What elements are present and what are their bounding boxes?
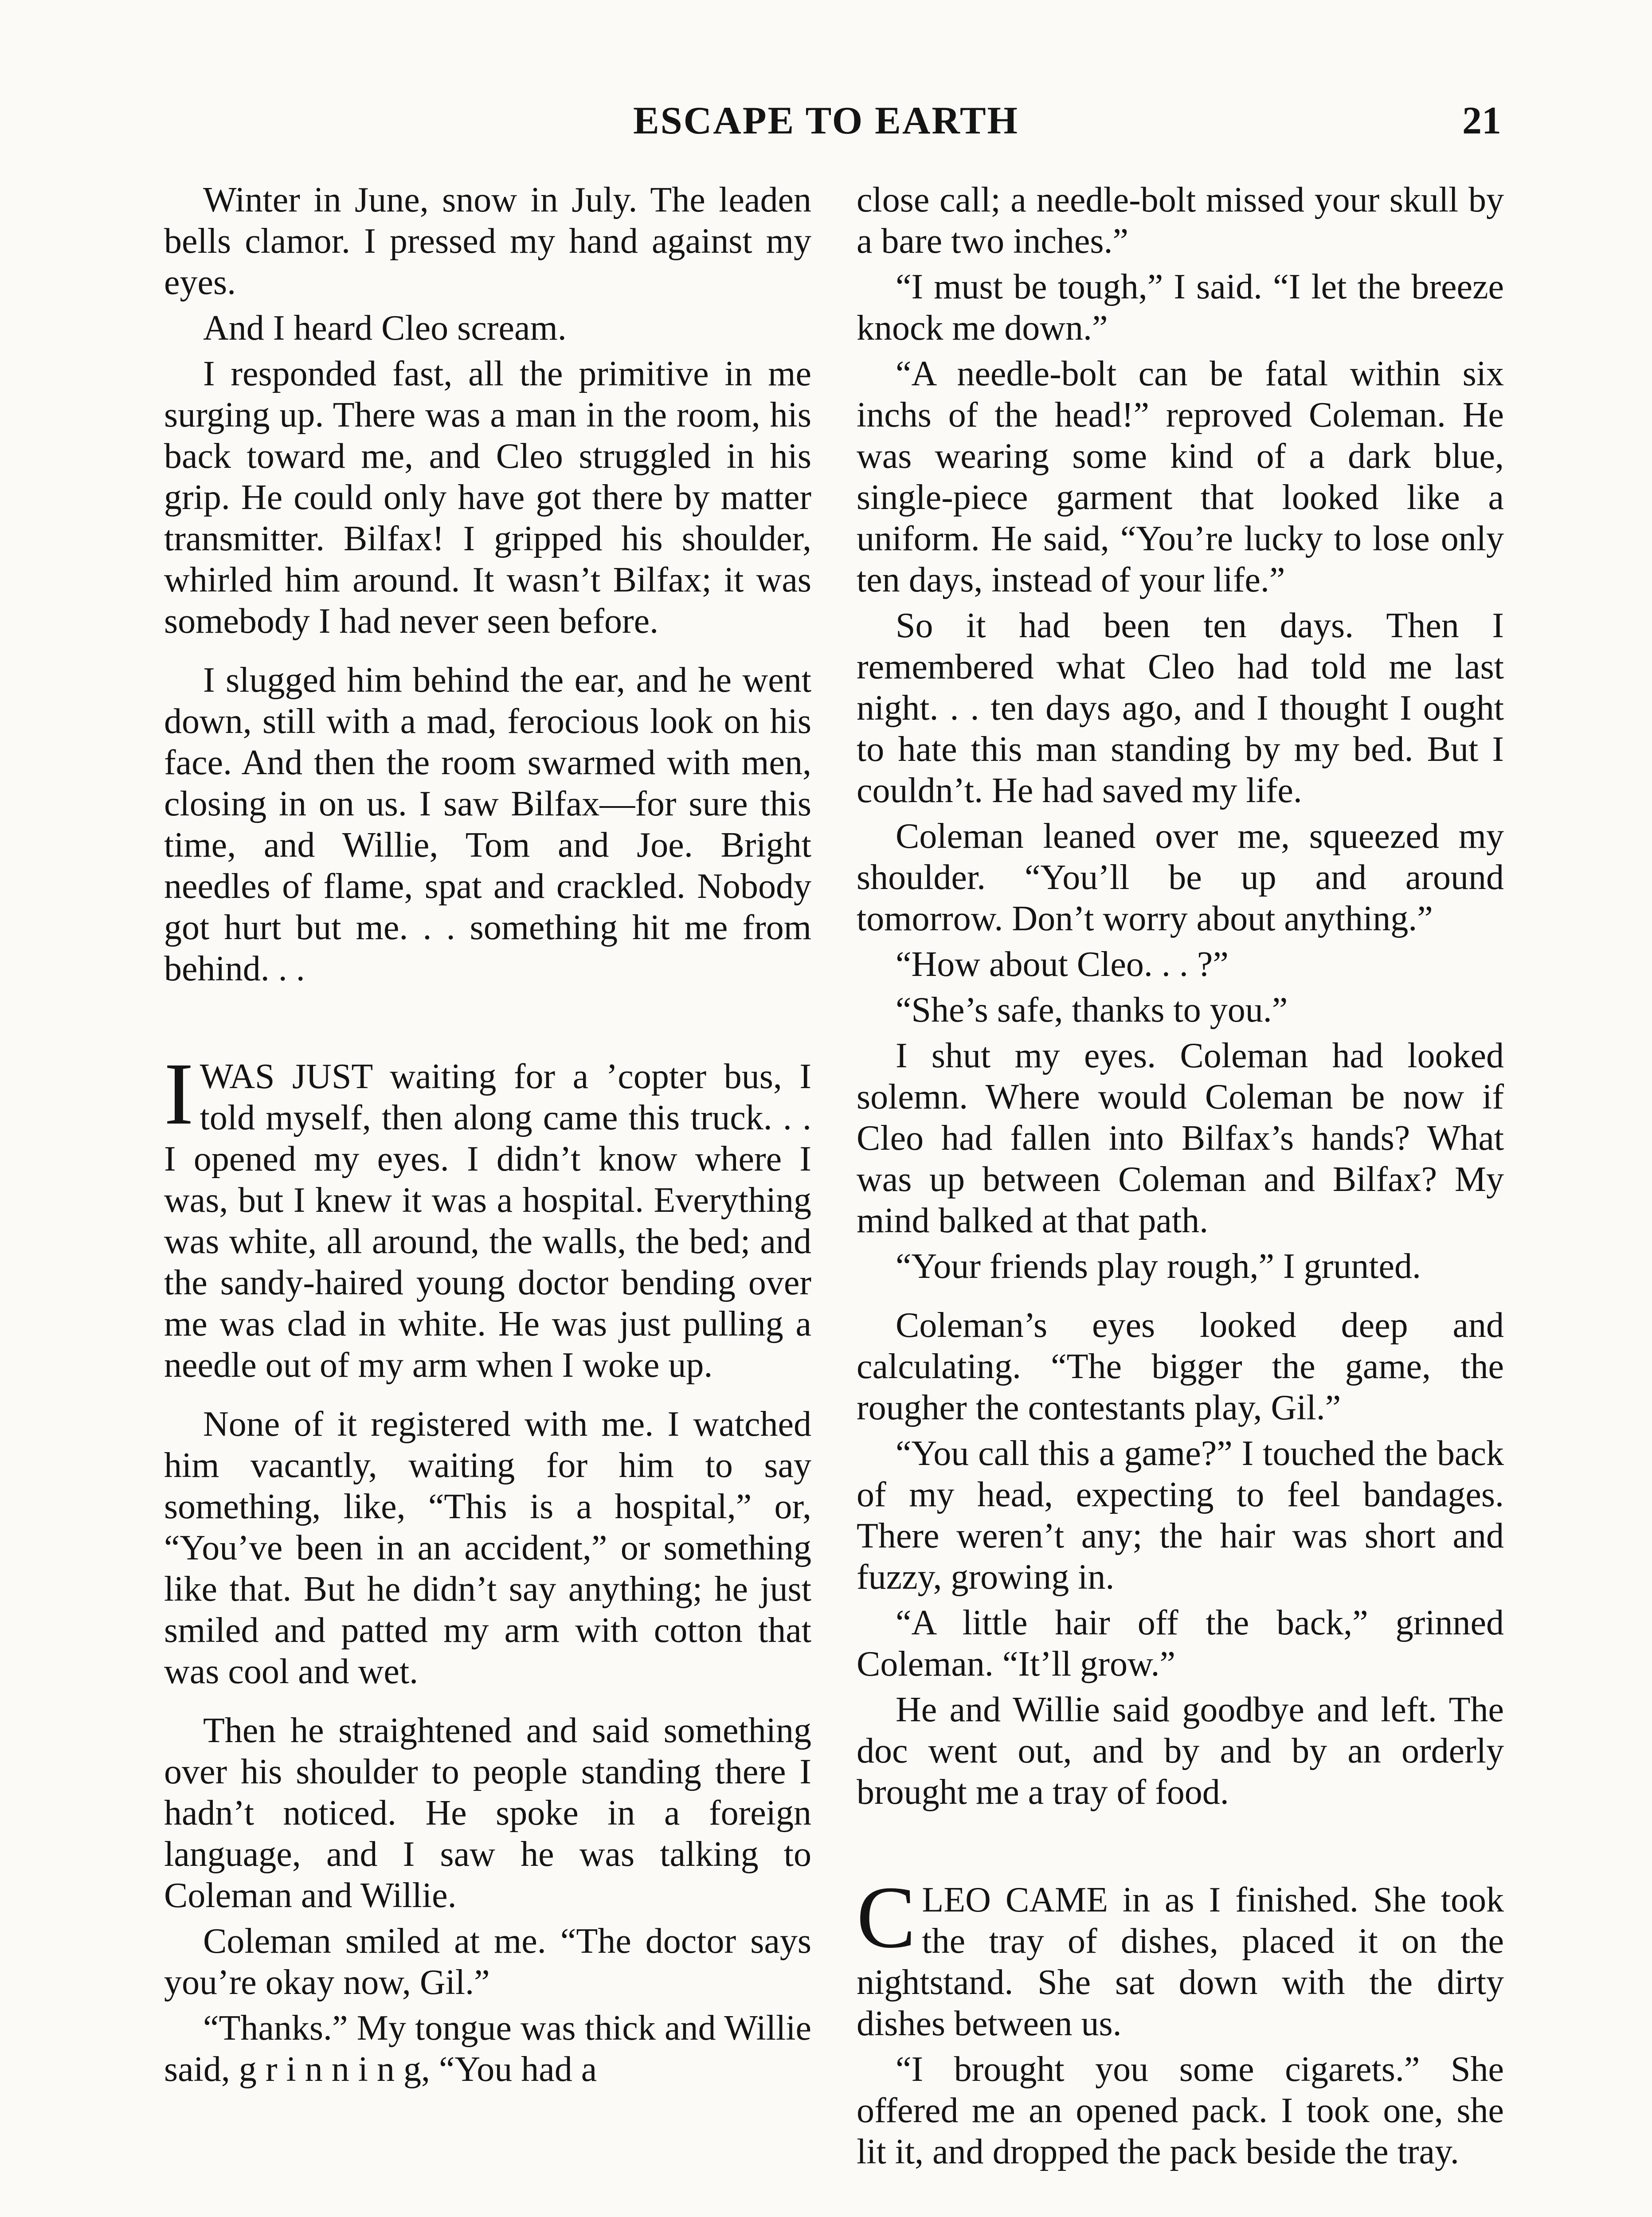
paragraph: “Your friends play rough,” I grunted. xyxy=(896,1247,1421,1286)
right-text-column xyxy=(857,180,1504,2173)
paragraph-with-drop-cap xyxy=(857,1868,1504,2045)
paragraph: “A needle-bolt can be fatal within six inchs of the head!” reproved Coleman. He was wearing some kind of a dark blue, single-piece garment that looked like a uniform. He said, “You’re lucky to lose only ten days, instead of your life.” xyxy=(857,354,1504,599)
paragraph-continued: close call; a needle-bolt missed your skull by a bare two inches.” xyxy=(857,180,1504,261)
paragraph: Coleman smiled at me. “The doctor says you’re okay now, Gil.” xyxy=(164,1922,811,2002)
paragraph: I responded fast, all the primitive in me surging up. There was a man in the room, his back toward me, and Cleo struggled in his grip. He could only have got there by matter transmitter. Bilfax! I gripped his shoulder, whirled him around. It wasn’t Bilfax; it was somebody I had never seen before. xyxy=(164,354,811,641)
drop-cap-letter: C xyxy=(857,1868,916,1966)
paragraph: “A little hair off the back,” grinned Coleman. “It’ll grow.” xyxy=(857,1603,1504,1684)
paragraph: “You call this a game?” I touched the back of my head, expecting to feel bandages. There weren’t any; the hair was short and fuzzy, growing in. xyxy=(857,1434,1504,1597)
paragraph: So it had been ten days. Then I remembered what Cleo had told me last night. . . ten days ago, and I thought I ought to hate this man standing by my bed. But I couldn’t. He had saved my life. xyxy=(857,606,1504,810)
paragraph-with-drop-cap xyxy=(164,1045,811,1386)
running-header-title: ESCAPE TO EARTH xyxy=(633,99,1019,142)
paragraph: I shut my eyes. Coleman had looked solemn. Where would Coleman be now if Cleo had fallen into Bilfax’s hands? What was up between Coleman and Bilfax? My mind balked at that path. xyxy=(857,1036,1504,1240)
paragraph: Coleman leaned over me, squeezed my shoulder. “You’ll be up and around tomorrow. Don’t worry about anything.” xyxy=(857,817,1504,938)
paragraph: I slugged him behind the ear, and he went down, still with a mad, ferocious look on his face. And then the room swarmed with men, closing in on us. I saw Bilfax—for sure this time, and Willie, Tom and Joe. Bright needles of flame, spat and crackled. Nobody got hurt but me. . . something hit me from behind. . . xyxy=(164,661,811,988)
drop-cap-letter: I xyxy=(164,1045,194,1143)
paragraph: Then he straightened and said something over his shoulder to people standing there I hadn’t noticed. He spoke in a foreign language, and I saw he was talking to Coleman and Willie. xyxy=(164,1711,811,1915)
left-text-column xyxy=(164,180,811,2090)
paragraph: Winter in June, snow in July. The leaden bells clamor. I pressed my hand against my eyes. xyxy=(164,180,811,302)
paragraph: “She’s safe, thanks to you.” xyxy=(896,991,1288,1030)
paragraph-text: LEO CAME in as I finished. She took the tray of dishes, placed it on the nightstand. She sat down with the dirty dishes between us. xyxy=(857,1880,1504,2043)
page-number: 21 xyxy=(1462,99,1501,142)
paragraph: He and Willie said goodbye and left. The doc went out, and by and by an orderly brought me a tray of food. xyxy=(857,1690,1504,1812)
paragraph-text: WAS JUST waiting for a ’copter bus, I told myself, then along came this truck. . . I opened my eyes. I didn’t know where I was, but I knew it was a hospital. Everything was white, all around, the walls, the bed; and the sandy-haired young doctor bending over me was clad in white. He was just pulling a needle out of my arm when I woke up. xyxy=(164,1057,811,1385)
paragraph: “Thanks.” My tongue was thick and Willie said, g r i n n i n g, “You had a xyxy=(164,2009,811,2089)
paragraph: “I brought you some cigarets.” She offered me an opened pack. I took one, she lit it, and dropped the pack beside the tray. xyxy=(857,2050,1504,2171)
paragraph: And I heard Cleo scream. xyxy=(203,309,567,348)
paragraph: “I must be tough,” I said. “I let the breeze knock me down.” xyxy=(857,267,1504,348)
paragraph: None of it registered with me. I watched him vacantly, waiting for him to say something, like, “This is a hospital,” or, “You’ve been in an accident,” or something like that. But he didn’t say anything; he just smiled and patted my arm with cotton that was cool and wet. xyxy=(164,1405,811,1691)
paragraph: Coleman’s eyes looked deep and calculating. “The bigger the game, the rougher the contestants play, Gil.” xyxy=(857,1306,1504,1427)
paragraph: “How about Cleo. . . ?” xyxy=(896,945,1229,984)
